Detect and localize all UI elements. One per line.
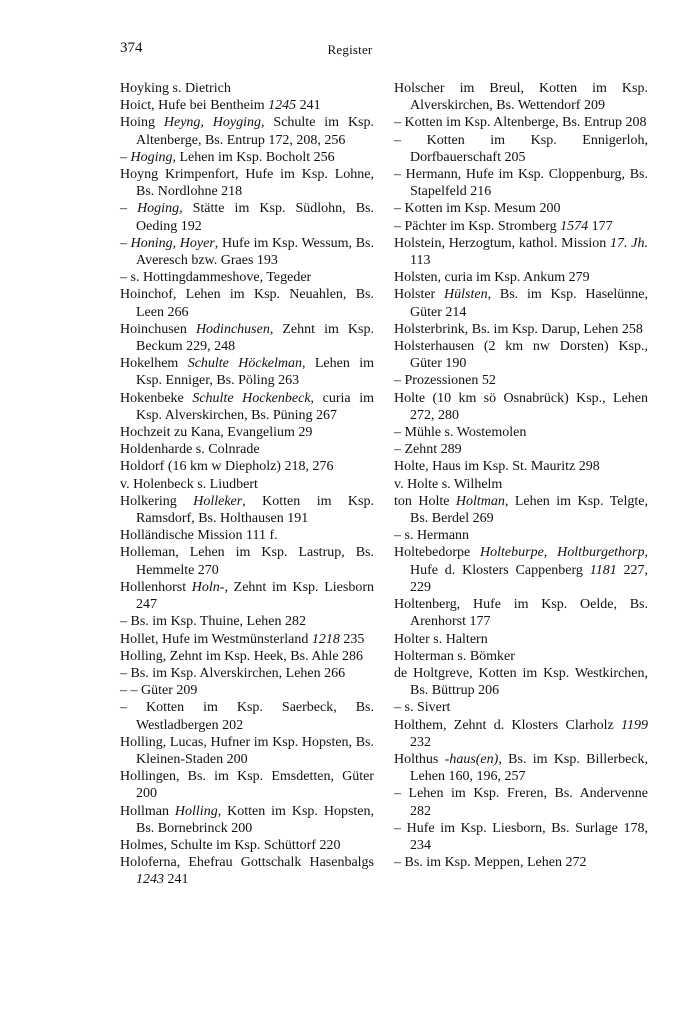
index-entry: Holoferna, Ehefrau Gottschalk Hasenbalgs 1243 241 <box>120 855 374 888</box>
index-entry: – s. Hermann <box>394 528 470 544</box>
index-entry: Holthem, Zehnt d. Klosters Clarholz 1199 232 <box>394 717 648 750</box>
index-entry: – s. Hottingdammeshove, Tegeder <box>120 270 312 286</box>
index-entry: Holtenberg, Hufe im Ksp. Oelde, Bs. Arenhorst 177 <box>394 597 648 630</box>
index-entry: Hoyking s. Dietrich <box>120 81 231 96</box>
index-entry: Holsterhausen (2 km nw Dorsten) Ksp., Güter 190 <box>394 339 648 372</box>
index-entry: – Bs. im Ksp. Meppen, Lehen 272 <box>394 855 587 871</box>
index-entry: Holkering Holleker, Kotten im Ksp. Ramsdorf, Bs. Holthausen 191 <box>120 493 374 527</box>
index-entry: Holdorf (16 km w Diepholz) 218, 276 <box>120 459 334 475</box>
index-entry: Hollet, Hufe im Westmünsterland 1218 235 <box>120 631 365 647</box>
index-entry: – Hufe im Ksp. Liesborn, Bs. Surlage 178, 234 <box>394 820 648 853</box>
index-entry: – Bs. im Ksp. Alverskirchen, Lehen 266 <box>120 665 346 681</box>
index-entry: Holling, Zehnt im Ksp. Heek, Bs. Ahle 286 <box>120 648 364 664</box>
index-entry: – Hoging, Lehen im Ksp. Bocholt 256 <box>120 149 335 165</box>
index-entry: Hoict, Hufe bei Bentheim 1245 241 <box>120 98 321 114</box>
index-entry: Holstein, Herzogtum, kathol. Mission 17. Jh. 113 <box>394 235 648 269</box>
index-entry: Holscher im Breul, Kotten im Ksp. Alverskirchen, Bs. Wettendorf 209 <box>394 81 648 114</box>
index-entry: – Hermann, Hufe im Ksp. Cloppenburg, Bs. Stapelfeld 216 <box>394 167 648 200</box>
index-entry: Hollenhorst Holn-, Zehnt im Ksp. Liesborn 247 <box>120 579 374 613</box>
index-entry: – Mühle s. Wostemolen <box>394 425 527 441</box>
index-entry: – Pächter im Ksp. Stromberg 1574 177 <box>394 218 613 234</box>
index-entry: Holling, Lucas, Hufner im Ksp. Hopsten, Bs. Kleinen-Staden 200 <box>120 734 374 767</box>
index-entry: Holthus -haus(en), Bs. im Ksp. Billerbeck, Lehen 160, 196, 257 <box>394 751 648 785</box>
index-entry: Holte, Haus im Ksp. St. Mauritz 298 <box>394 459 600 475</box>
index-entry: Hoing Heyng, Hoyging, Schulte im Ksp. Altenberge, Bs. Entrup 172, 208, 256 <box>120 115 374 148</box>
index-entry: Hollingen, Bs. im Ksp. Emsdetten, Güter 200 <box>120 769 374 802</box>
index-entry: Hokelhem Schulte Höckelman, Lehen im Ksp. Enniger, Bs. Pöling 263 <box>120 356 374 389</box>
index-entry: Hochzeit zu Kana, Evangelium 29 <box>120 425 313 441</box>
index-entry: Hollman Holling, Kotten im Ksp. Hopsten, Bs. Bornebrinck 200 <box>120 803 374 836</box>
index-entry: ton Holte Holtman, Lehen im Ksp. Telgte, Bs. Berdel 269 <box>394 493 648 527</box>
index-entry: v. Holte s. Wilhelm <box>394 476 503 492</box>
index-entry: – Kotten im Ksp. Altenberge, Bs. Entrup 208 <box>394 115 647 131</box>
index-column-right <box>394 80 648 871</box>
index-entry: v. Holenbeck s. Liudbert <box>120 476 258 492</box>
index-entry: Hoyng Krimpenfort, Hufe im Ksp. Lohne, Bs. Nordlohne 218 <box>120 167 374 200</box>
index-entry: – Prozessionen 52 <box>394 373 496 389</box>
index-entry: – s. Sivert <box>394 700 451 716</box>
index-entry: Holdenharde s. Colnrade <box>120 442 260 458</box>
index-entry: – Kotten im Ksp. Mesum 200 <box>394 201 561 217</box>
running-title: Register <box>327 42 373 57</box>
index-entry: – – Güter 209 <box>120 683 198 699</box>
index-entry: de Holtgreve, Kotten im Ksp. Westkirchen, Bs. Büttrup 206 <box>394 665 648 699</box>
index-entry: – Hoging, Stätte im Ksp. Südlohn, Bs. Oeding 192 <box>120 201 375 234</box>
index-entry: Holter s. Haltern <box>394 631 488 647</box>
index-entry: Holsten, curia im Ksp. Ankum 279 <box>394 270 590 286</box>
index-entry: Holte (10 km sö Osnabrück) Ksp., Lehen 272, 280 <box>394 390 648 423</box>
index-entry: – Lehen im Ksp. Freren, Bs. Andervenne 282 <box>394 786 648 819</box>
index-entry: Hoinchusen Hodinchusen, Zehnt im Ksp. Beckum 229, 248 <box>120 321 374 355</box>
index-entry: – Bs. im Ksp. Thuine, Lehen 282 <box>120 614 307 630</box>
index-entry: Holleman, Lehen im Ksp. Lastrup, Bs. Hemmelte 270 <box>120 545 374 578</box>
index-entry: Holmes, Schulte im Ksp. Schüttorf 220 <box>120 837 341 853</box>
index-entry: – Kotten im Ksp. Saerbeck, Bs. Westladbergen 202 <box>120 700 374 733</box>
index-entry: Holsterbrink, Bs. im Ksp. Darup, Lehen 258 <box>394 321 643 337</box>
page-number: 374 <box>120 40 143 56</box>
index-entry: Hoinchof, Lehen im Ksp. Neuahlen, Bs. Leen 266 <box>120 287 374 320</box>
index-entry: Holterman s. Bömker <box>394 648 515 664</box>
index-entry: – Zehnt 289 <box>394 442 462 458</box>
index-entry: Holster Hülsten, Bs. im Ksp. Haselünne, Güter 214 <box>394 287 648 320</box>
index-entry: Hokenbeke Schulte Hockenbeck, curia im Ksp. Alverskirchen, Bs. Püning 267 <box>120 390 374 423</box>
index-entry: Holländische Mission 111 f. <box>120 528 278 544</box>
index-column-left <box>120 80 374 889</box>
index-entry: – Kotten im Ksp. Ennigerloh, Dorfbauerschaft 205 <box>394 132 648 165</box>
index-entry: – Honing, Hoyer, Hufe im Ksp. Wessum, Bs. Averesch bzw. Graes 193 <box>120 235 374 269</box>
index-entry: Holtebedorpe Holteburpe, Holtburgethorp, Hufe d. Klosters Cappenberg 1181 227, 229 <box>394 545 648 595</box>
